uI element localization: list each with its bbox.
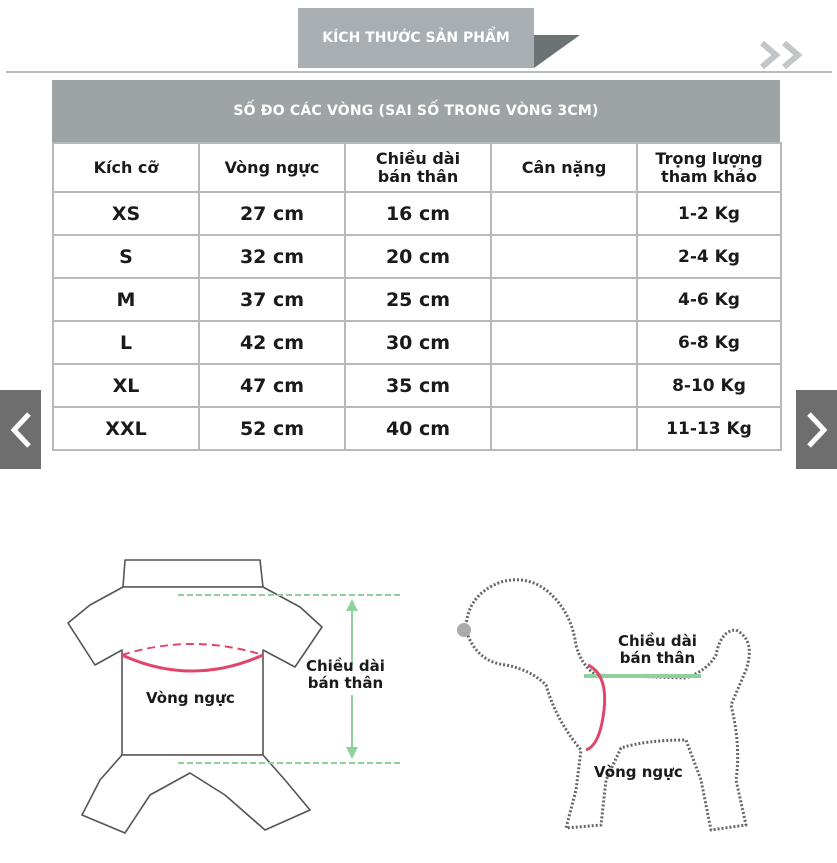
cell-chest: 27 cm	[199, 192, 345, 235]
cell-weight	[491, 364, 637, 407]
table-row	[53, 278, 781, 321]
banner-tail-decoration	[534, 35, 580, 68]
table-row	[53, 235, 781, 278]
col-header-weight: Cân nặng	[491, 143, 637, 192]
size-grid	[52, 142, 782, 451]
cell-chest: 42 cm	[199, 321, 345, 364]
next-slide-button[interactable]	[796, 390, 837, 469]
page-title: KÍCH THƯỚC SẢN PHẨM	[322, 30, 510, 46]
cell-length: 35 cm	[345, 364, 491, 407]
double-chevron-icon	[758, 40, 814, 70]
col-header-ref-weight: Trọng lượng tham khảo	[637, 143, 781, 192]
size-table	[52, 80, 780, 451]
col-header-length: Chiều dài bán thân	[345, 143, 491, 192]
table-header-row	[53, 143, 781, 192]
header-divider	[6, 71, 832, 73]
cell-ref-weight: 8-10 Kg	[637, 364, 781, 407]
table-row	[53, 321, 781, 364]
cell-chest: 37 cm	[199, 278, 345, 321]
col-header-size: Kích cỡ	[53, 143, 199, 192]
shirt-length-label: Chiều dài bán thân	[306, 657, 385, 692]
col-header-chest: Vòng ngực	[199, 143, 345, 192]
shirt-chest-label: Vòng ngực	[146, 689, 235, 707]
dog-length-label: Chiều dài bán thân	[618, 632, 697, 667]
dog-diagram	[446, 570, 796, 845]
cell-weight	[491, 278, 637, 321]
chevron-right-icon	[805, 410, 829, 450]
cell-size: XL	[53, 364, 199, 407]
cell-size: XXL	[53, 407, 199, 450]
prev-slide-button[interactable]	[0, 390, 41, 469]
cell-chest: 52 cm	[199, 407, 345, 450]
cell-ref-weight: 4-6 Kg	[637, 278, 781, 321]
table-row	[53, 192, 781, 235]
cell-length: 40 cm	[345, 407, 491, 450]
cell-weight	[491, 321, 637, 364]
cell-length: 25 cm	[345, 278, 491, 321]
shirt-diagram	[60, 555, 420, 845]
cell-size: M	[53, 278, 199, 321]
cell-chest: 32 cm	[199, 235, 345, 278]
dog-chest-label: Vòng ngực	[594, 763, 683, 781]
chevron-left-icon	[9, 410, 33, 450]
cell-ref-weight: 1-2 Kg	[637, 192, 781, 235]
cell-ref-weight: 2-4 Kg	[637, 235, 781, 278]
cell-length: 30 cm	[345, 321, 491, 364]
cell-ref-weight: 6-8 Kg	[637, 321, 781, 364]
cell-size: XS	[53, 192, 199, 235]
cell-weight	[491, 192, 637, 235]
cell-ref-weight: 11-13 Kg	[637, 407, 781, 450]
cell-size: S	[53, 235, 199, 278]
table-heading: SỐ ĐO CÁC VÒNG (SAI SỐ TRONG VÒNG 3CM)	[52, 80, 780, 142]
page-title-banner	[298, 8, 534, 68]
table-row	[53, 407, 781, 450]
cell-size: L	[53, 321, 199, 364]
cell-length: 16 cm	[345, 192, 491, 235]
cell-length: 20 cm	[345, 235, 491, 278]
cell-chest: 47 cm	[199, 364, 345, 407]
table-row	[53, 364, 781, 407]
cell-weight	[491, 235, 637, 278]
cell-weight	[491, 407, 637, 450]
